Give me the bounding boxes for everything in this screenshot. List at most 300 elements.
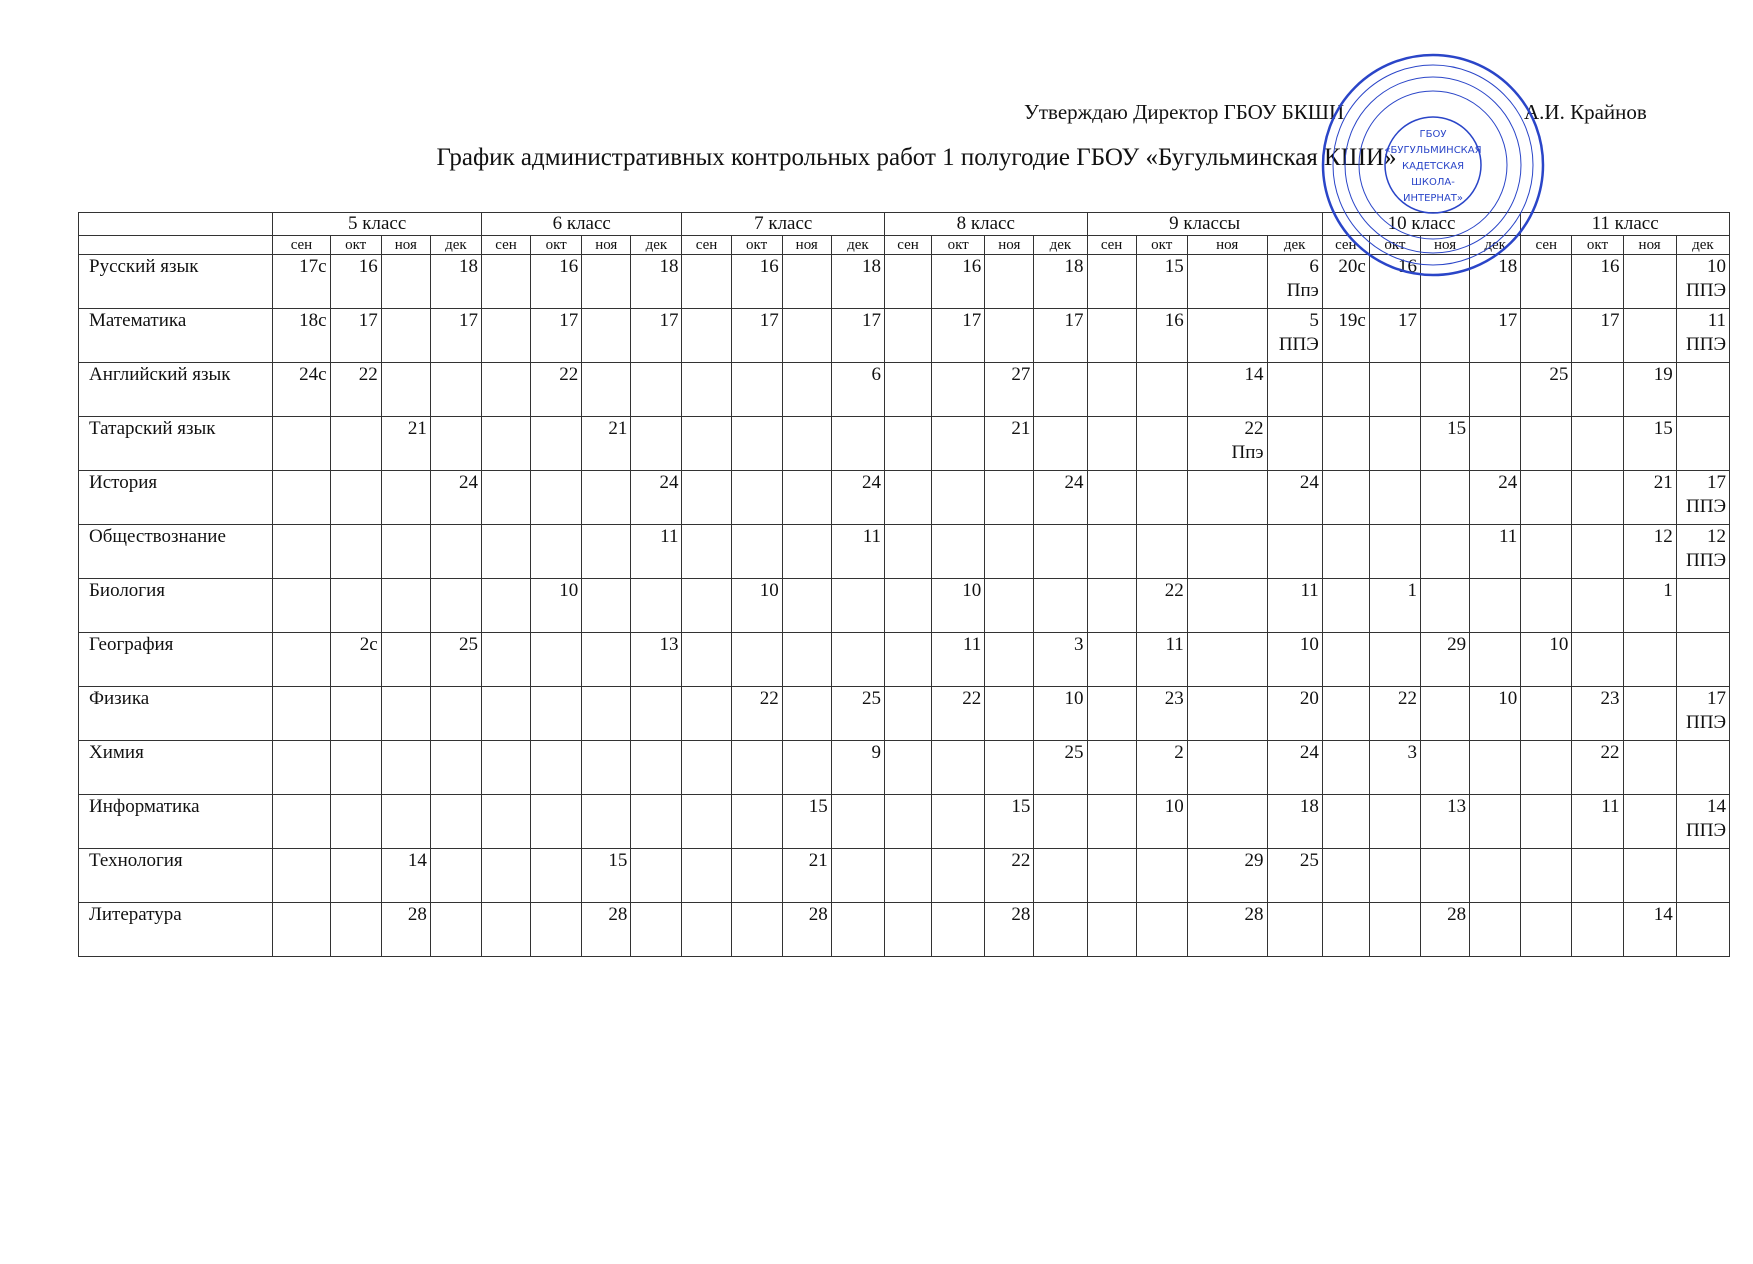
date-cell (731, 363, 782, 417)
date-cell (1521, 309, 1572, 363)
date-cell (831, 633, 884, 687)
schedule-table (78, 212, 1730, 957)
table-row (79, 471, 1730, 525)
date-cell: 11 (1470, 525, 1521, 579)
date-cell (430, 849, 481, 903)
date-cell (885, 795, 932, 849)
date-cell (932, 741, 985, 795)
date-cell: 11 (1572, 795, 1623, 849)
date-cell: 22 (531, 363, 582, 417)
date-cell: 11 (932, 633, 985, 687)
month-header: окт (531, 236, 582, 255)
month-header: сен (1322, 236, 1369, 255)
date-cell (1322, 741, 1369, 795)
date-cell (1676, 579, 1729, 633)
date-cell (381, 741, 430, 795)
date-cell (1187, 471, 1267, 525)
date-cell (1521, 579, 1572, 633)
month-header: ноя (1623, 236, 1676, 255)
date-cell (481, 417, 530, 471)
date-cell (1322, 633, 1369, 687)
date-cell (1572, 525, 1623, 579)
table-row (79, 849, 1730, 903)
date-cell (1187, 255, 1267, 309)
date-cell (273, 849, 330, 903)
date-cell (1322, 687, 1369, 741)
date-cell (885, 525, 932, 579)
table-row (79, 795, 1730, 849)
date-cell (582, 687, 631, 741)
date-cell: 17 (831, 309, 884, 363)
approval-text: Утверждаю Директор ГБОУ БКШИ (1024, 100, 1345, 124)
date-cell (831, 579, 884, 633)
date-cell (831, 417, 884, 471)
date-cell (330, 687, 381, 741)
date-cell (1187, 687, 1267, 741)
date-cell (1572, 363, 1623, 417)
date-cell: 17 (330, 309, 381, 363)
class-header: 10 класс (1322, 213, 1520, 236)
class-header: 5 класс (273, 213, 482, 236)
date-cell (1267, 363, 1322, 417)
date-cell (885, 687, 932, 741)
month-header: ноя (1187, 236, 1267, 255)
date-cell (273, 795, 330, 849)
date-cell (1369, 417, 1420, 471)
date-cell (1187, 525, 1267, 579)
date-cell (985, 525, 1034, 579)
table-row (79, 741, 1730, 795)
date-cell (381, 579, 430, 633)
date-cell (1470, 849, 1521, 903)
date-cell (985, 309, 1034, 363)
date-cell: 5 ППЭ (1267, 309, 1322, 363)
date-cell (932, 795, 985, 849)
date-cell (1087, 903, 1136, 957)
month-header: окт (330, 236, 381, 255)
date-cell (481, 363, 530, 417)
date-cell (1676, 417, 1729, 471)
month-header: окт (1369, 236, 1420, 255)
date-cell: 24 (1267, 741, 1322, 795)
date-cell (1034, 417, 1087, 471)
date-cell (885, 417, 932, 471)
date-cell (782, 309, 831, 363)
page-title: График административных контрольных работ 1 полугодие ГБОУ «Бугульминская КШИ» (436, 144, 1397, 171)
date-cell: 17 (1470, 309, 1521, 363)
date-cell (885, 309, 932, 363)
date-cell (1322, 579, 1369, 633)
date-cell: 19с (1322, 309, 1369, 363)
date-cell (1623, 255, 1676, 309)
table-row (79, 525, 1730, 579)
date-cell (885, 579, 932, 633)
date-cell: 15 (1421, 417, 1470, 471)
date-cell (1521, 795, 1572, 849)
date-cell (1034, 795, 1087, 849)
date-cell (885, 849, 932, 903)
date-cell (430, 417, 481, 471)
date-cell: 15 (782, 795, 831, 849)
date-cell: 18 (831, 255, 884, 309)
date-cell (1521, 471, 1572, 525)
date-cell (885, 363, 932, 417)
date-cell: 15 (985, 795, 1034, 849)
date-cell (531, 471, 582, 525)
date-cell: 11 (1136, 633, 1187, 687)
date-cell (1136, 525, 1187, 579)
date-cell: 18 (1034, 255, 1087, 309)
date-cell (1470, 633, 1521, 687)
date-cell (885, 633, 932, 687)
date-cell (1572, 903, 1623, 957)
date-cell (1087, 363, 1136, 417)
date-cell (1267, 903, 1322, 957)
date-cell (731, 633, 782, 687)
date-cell (1521, 741, 1572, 795)
date-cell: 29 (1187, 849, 1267, 903)
date-cell (985, 255, 1034, 309)
date-cell (1136, 903, 1187, 957)
date-cell: 25 (1267, 849, 1322, 903)
date-cell: 15 (1136, 255, 1187, 309)
date-cell (481, 849, 530, 903)
date-cell (731, 471, 782, 525)
date-cell (582, 255, 631, 309)
date-cell (885, 903, 932, 957)
date-cell: 6 (831, 363, 884, 417)
date-cell (1623, 795, 1676, 849)
date-cell: 28 (985, 903, 1034, 957)
date-cell: 10 (1470, 687, 1521, 741)
date-cell (1421, 579, 1470, 633)
date-cell (582, 741, 631, 795)
table-row (79, 633, 1730, 687)
date-cell (381, 525, 430, 579)
table-row (79, 417, 1730, 471)
date-cell (1034, 579, 1087, 633)
date-cell (682, 471, 731, 525)
date-cell: 10 ППЭ (1676, 255, 1729, 309)
date-cell (1087, 471, 1136, 525)
date-cell (731, 741, 782, 795)
date-cell (831, 795, 884, 849)
date-cell: 22 (932, 687, 985, 741)
date-cell (531, 849, 582, 903)
date-cell: 2 (1136, 741, 1187, 795)
date-cell (1421, 309, 1470, 363)
month-header: дек (631, 236, 682, 255)
date-cell (1087, 849, 1136, 903)
date-cell: 16 (1369, 255, 1420, 309)
date-cell (1521, 903, 1572, 957)
date-cell: 22 (1136, 579, 1187, 633)
date-cell (430, 579, 481, 633)
date-cell (1136, 363, 1187, 417)
date-cell (1034, 363, 1087, 417)
date-cell: 17 ППЭ (1676, 471, 1729, 525)
date-cell (682, 633, 731, 687)
date-cell: 9 (831, 741, 884, 795)
date-cell (430, 363, 481, 417)
date-cell (932, 417, 985, 471)
date-cell (1267, 417, 1322, 471)
date-cell: 21 (985, 417, 1034, 471)
month-header: ноя (1421, 236, 1470, 255)
corner-cell-lower (79, 236, 273, 255)
date-cell: 28 (582, 903, 631, 957)
stamp-text: ИНТЕРНАТ» (1402, 193, 1464, 204)
date-cell (631, 417, 682, 471)
date-cell: 24 (430, 471, 481, 525)
date-cell (1087, 525, 1136, 579)
date-cell: 16 (1572, 255, 1623, 309)
table-row (79, 309, 1730, 363)
date-cell (885, 255, 932, 309)
date-cell: 25 (430, 633, 481, 687)
date-cell: 24 (831, 471, 884, 525)
date-cell (481, 903, 530, 957)
date-cell (430, 687, 481, 741)
date-cell: 24 (1470, 471, 1521, 525)
date-cell: 21 (782, 849, 831, 903)
date-cell (531, 795, 582, 849)
month-header: дек (430, 236, 481, 255)
date-cell (381, 255, 430, 309)
date-cell: 1 (1369, 579, 1420, 633)
date-cell: 6 Ппэ (1267, 255, 1322, 309)
date-cell: 23 (1572, 687, 1623, 741)
date-cell (631, 579, 682, 633)
subject-cell: Обществознание (79, 525, 273, 579)
month-header: дек (1470, 236, 1521, 255)
subject-cell: Физика (79, 687, 273, 741)
date-cell (1470, 363, 1521, 417)
date-cell: 22 (1572, 741, 1623, 795)
date-cell (1421, 687, 1470, 741)
date-cell (531, 741, 582, 795)
date-cell (273, 471, 330, 525)
date-cell: 10 (1034, 687, 1087, 741)
month-header: сен (885, 236, 932, 255)
date-cell (885, 741, 932, 795)
date-cell (481, 525, 530, 579)
date-cell: 24с (273, 363, 330, 417)
stamp-text: ШКОЛА- (1411, 177, 1455, 188)
month-header: сен (273, 236, 330, 255)
date-cell (381, 363, 430, 417)
date-cell (932, 363, 985, 417)
date-cell: 18 (430, 255, 481, 309)
date-cell: 16 (731, 255, 782, 309)
date-cell (273, 525, 330, 579)
date-cell: 10 (1136, 795, 1187, 849)
date-cell (531, 417, 582, 471)
date-cell: 22 Ппэ (1187, 417, 1267, 471)
date-cell (682, 417, 731, 471)
date-cell: 28 (381, 903, 430, 957)
date-cell: 17 (1572, 309, 1623, 363)
date-cell: 14 (1623, 903, 1676, 957)
date-cell (273, 579, 330, 633)
date-cell (682, 255, 731, 309)
date-cell (1421, 741, 1470, 795)
date-cell (682, 903, 731, 957)
table-row (79, 363, 1730, 417)
month-header: окт (1136, 236, 1187, 255)
date-cell (1623, 309, 1676, 363)
date-cell (582, 633, 631, 687)
date-cell (531, 633, 582, 687)
date-cell (330, 849, 381, 903)
date-cell (481, 255, 530, 309)
date-cell: 17 (1034, 309, 1087, 363)
date-cell (582, 309, 631, 363)
date-cell: 10 (1267, 633, 1322, 687)
date-cell: 11 ППЭ (1676, 309, 1729, 363)
table-row (79, 579, 1730, 633)
date-cell (682, 309, 731, 363)
date-cell: 16 (531, 255, 582, 309)
date-cell: 22 (1369, 687, 1420, 741)
subject-cell: География (79, 633, 273, 687)
subject-cell: Химия (79, 741, 273, 795)
date-cell (1572, 471, 1623, 525)
date-cell (782, 417, 831, 471)
date-cell (1322, 471, 1369, 525)
date-cell: 22 (330, 363, 381, 417)
date-cell: 20 (1267, 687, 1322, 741)
subject-cell: Литература (79, 903, 273, 957)
date-cell (782, 525, 831, 579)
date-cell (731, 795, 782, 849)
date-cell (582, 579, 631, 633)
date-cell (1676, 903, 1729, 957)
date-cell (682, 741, 731, 795)
date-cell (582, 795, 631, 849)
date-cell (1676, 741, 1729, 795)
date-cell (985, 741, 1034, 795)
date-cell: 3 (1034, 633, 1087, 687)
date-cell (1470, 795, 1521, 849)
date-cell: 24 (1267, 471, 1322, 525)
table-row (79, 903, 1730, 957)
date-cell (330, 795, 381, 849)
month-header: дек (1267, 236, 1322, 255)
date-cell (1369, 525, 1420, 579)
date-cell: 17 (531, 309, 582, 363)
date-cell (330, 741, 381, 795)
date-cell: 17 (631, 309, 682, 363)
date-cell: 20с (1322, 255, 1369, 309)
month-header: сен (481, 236, 530, 255)
date-cell: 10 (731, 579, 782, 633)
date-cell: 16 (330, 255, 381, 309)
date-cell (1322, 525, 1369, 579)
date-cell (682, 525, 731, 579)
date-cell (985, 687, 1034, 741)
date-cell (273, 417, 330, 471)
date-cell: 21 (582, 417, 631, 471)
date-cell (481, 687, 530, 741)
date-cell (1087, 687, 1136, 741)
date-cell (430, 741, 481, 795)
date-cell (1521, 417, 1572, 471)
date-cell (932, 471, 985, 525)
date-cell (985, 579, 1034, 633)
date-cell (1369, 471, 1420, 525)
date-cell (1369, 849, 1420, 903)
date-cell (273, 633, 330, 687)
date-cell: 11 (831, 525, 884, 579)
date-cell (631, 741, 682, 795)
subject-cell: Биология (79, 579, 273, 633)
date-cell (782, 741, 831, 795)
date-cell (782, 687, 831, 741)
subject-cell: Математика (79, 309, 273, 363)
date-cell (731, 525, 782, 579)
date-cell (1087, 309, 1136, 363)
date-cell (631, 363, 682, 417)
date-cell (1369, 633, 1420, 687)
date-cell (1087, 741, 1136, 795)
date-cell (330, 525, 381, 579)
date-cell: 22 (731, 687, 782, 741)
date-cell: 3 (1369, 741, 1420, 795)
date-cell (1187, 579, 1267, 633)
date-cell: 19 (1623, 363, 1676, 417)
class-header: 6 класс (481, 213, 681, 236)
date-cell (1623, 741, 1676, 795)
date-cell: 14 (1187, 363, 1267, 417)
date-cell (731, 417, 782, 471)
date-cell: 25 (1034, 741, 1087, 795)
date-cell (985, 633, 1034, 687)
date-cell (1572, 849, 1623, 903)
date-cell: 13 (1421, 795, 1470, 849)
date-cell: 10 (531, 579, 582, 633)
date-cell (985, 471, 1034, 525)
date-cell (330, 579, 381, 633)
date-cell: 17 (932, 309, 985, 363)
date-cell (582, 471, 631, 525)
date-cell (330, 903, 381, 957)
date-cell (1421, 525, 1470, 579)
date-cell (1369, 363, 1420, 417)
date-cell (682, 579, 731, 633)
month-header: дек (831, 236, 884, 255)
month-header: сен (682, 236, 731, 255)
class-header: 7 класс (682, 213, 885, 236)
date-cell (582, 363, 631, 417)
date-cell (481, 741, 530, 795)
month-header: ноя (381, 236, 430, 255)
class-header: 8 класс (885, 213, 1088, 236)
date-cell: 17 (731, 309, 782, 363)
month-header: окт (1572, 236, 1623, 255)
date-cell (932, 849, 985, 903)
date-cell (682, 849, 731, 903)
date-cell: 15 (582, 849, 631, 903)
date-cell (1623, 633, 1676, 687)
date-cell (273, 903, 330, 957)
date-cell (481, 795, 530, 849)
date-cell (481, 471, 530, 525)
date-cell: 25 (831, 687, 884, 741)
date-cell (330, 417, 381, 471)
date-cell: 11 (631, 525, 682, 579)
date-cell (582, 525, 631, 579)
